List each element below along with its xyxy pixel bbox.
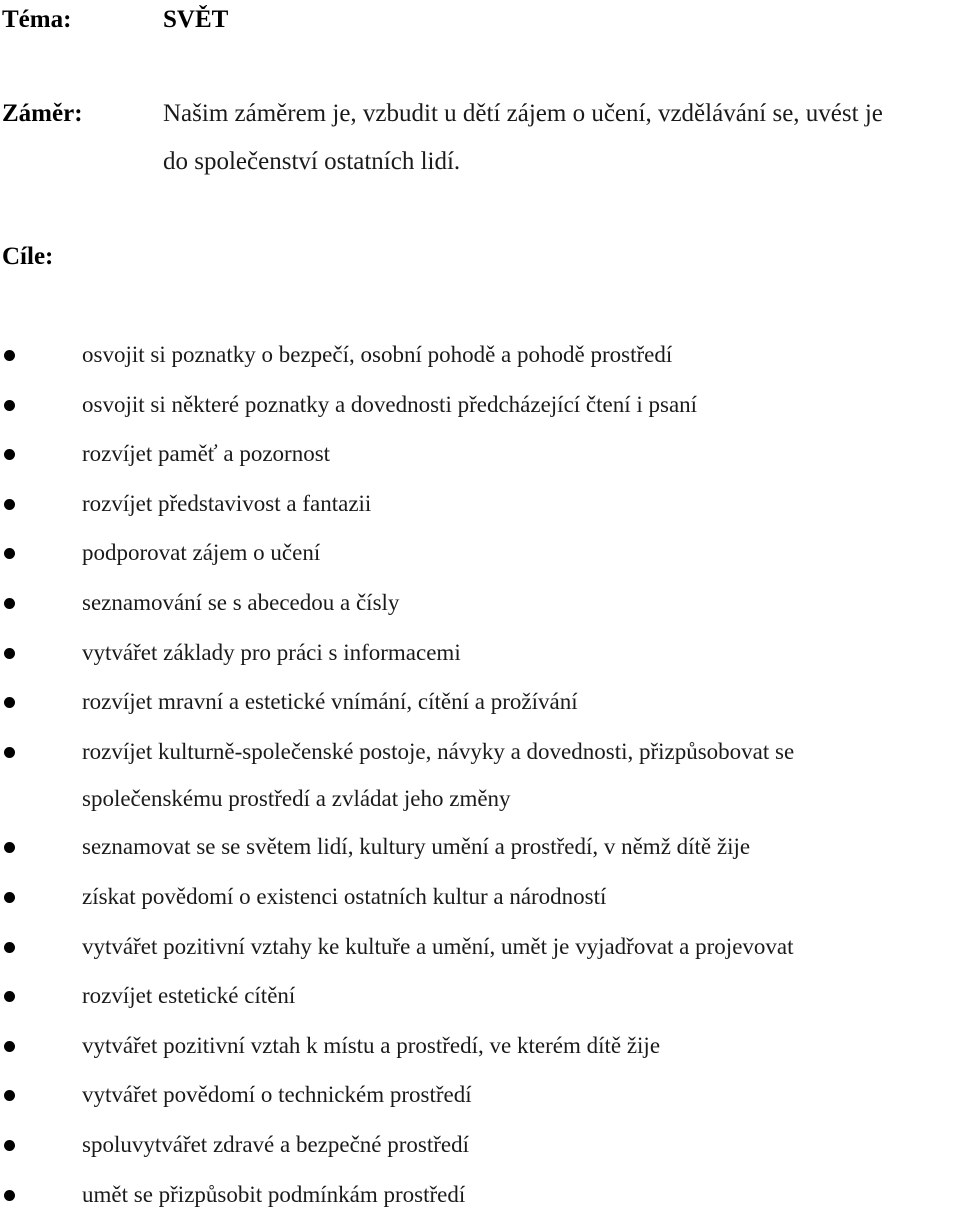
goal-text: osvojit si některé poznatky a dovednosti předcházející čtení i psaní bbox=[82, 392, 697, 417]
bullet-icon bbox=[4, 548, 15, 559]
intent-text-line-1: Našim záměrem je, vzbudit u dětí zájem o učení, vzdělávání se, uvést je bbox=[163, 90, 883, 138]
bullet-icon bbox=[4, 449, 15, 460]
bullet-icon bbox=[4, 697, 15, 708]
list-item bbox=[0, 380, 960, 430]
list-item bbox=[0, 872, 960, 922]
list-item bbox=[0, 429, 960, 479]
list-item-continuation: společenskému prostředí a zvládat jeho změny bbox=[0, 776, 960, 822]
goal-text: rozvíjet kulturně-společenské postoje, návyky a dovednosti, přizpůsobovat se bbox=[82, 739, 794, 764]
list-item bbox=[0, 479, 960, 529]
list-item bbox=[0, 330, 960, 380]
bullet-icon bbox=[4, 747, 15, 758]
topic-label: Téma: bbox=[2, 0, 71, 44]
bullet-icon bbox=[4, 1041, 15, 1052]
bullet-icon bbox=[4, 1140, 15, 1151]
list-item bbox=[0, 1070, 960, 1120]
bullet-icon bbox=[4, 991, 15, 1002]
goal-text: osvojit si poznatky o bezpečí, osobní pohodě a pohodě prostředí bbox=[82, 342, 672, 367]
bullet-icon bbox=[4, 842, 15, 853]
goal-text: získat povědomí o existenci ostatních kultur a národností bbox=[82, 884, 606, 909]
topic-value: SVĚT bbox=[163, 0, 228, 44]
list-item bbox=[0, 971, 960, 1021]
goal-text: vytvářet pozitivní vztahy ke kultuře a umění, umět je vyjadřovat a projevovat bbox=[82, 934, 794, 959]
goal-text: rozvíjet estetické cítění bbox=[82, 983, 295, 1008]
goal-text: spoluvytvářet zdravé a bezpečné prostředí bbox=[82, 1132, 469, 1157]
bullet-icon bbox=[4, 942, 15, 953]
list-item bbox=[0, 1120, 960, 1170]
bullet-icon bbox=[4, 499, 15, 510]
bullet-icon bbox=[4, 350, 15, 361]
goal-text: vytvářet povědomí o technickém prostředí bbox=[82, 1082, 472, 1107]
list-item bbox=[0, 922, 960, 972]
bullet-icon bbox=[4, 400, 15, 411]
goals-list bbox=[0, 330, 960, 1219]
list-item bbox=[0, 822, 960, 872]
list-item bbox=[0, 578, 960, 628]
list-item bbox=[0, 528, 960, 578]
bullet-icon bbox=[4, 598, 15, 609]
list-item bbox=[0, 1021, 960, 1071]
bullet-icon bbox=[4, 648, 15, 659]
goal-text: vytvářet pozitivní vztah k místu a prostředí, ve kterém dítě žije bbox=[82, 1033, 660, 1058]
list-item bbox=[0, 1170, 960, 1219]
intent-label: Záměr: bbox=[2, 90, 83, 138]
goal-text: podporovat zájem o učení bbox=[82, 540, 320, 565]
list-item bbox=[0, 727, 960, 777]
goal-text: rozvíjet paměť a pozornost bbox=[82, 441, 330, 466]
goal-text: seznamovat se se světem lidí, kultury umění a prostředí, v němž dítě žije bbox=[82, 834, 750, 859]
list-item bbox=[0, 628, 960, 678]
goals-label: Cíle: bbox=[2, 233, 53, 281]
goal-text: umět se přizpůsobit podmínkám prostředí bbox=[82, 1182, 465, 1207]
goal-text: vytvářet základy pro práci s informacemi bbox=[82, 640, 461, 665]
bullet-icon bbox=[4, 892, 15, 903]
list-item bbox=[0, 677, 960, 727]
bullet-icon bbox=[4, 1090, 15, 1101]
bullet-icon bbox=[4, 1190, 15, 1201]
goal-text: rozvíjet mravní a estetické vnímání, cítění a prožívání bbox=[82, 689, 578, 714]
intent-text-line-2: do společenství ostatních lidí. bbox=[163, 138, 460, 186]
goal-text: rozvíjet představivost a fantazii bbox=[82, 491, 371, 516]
goal-text: seznamování se s abecedou a čísly bbox=[82, 590, 399, 615]
